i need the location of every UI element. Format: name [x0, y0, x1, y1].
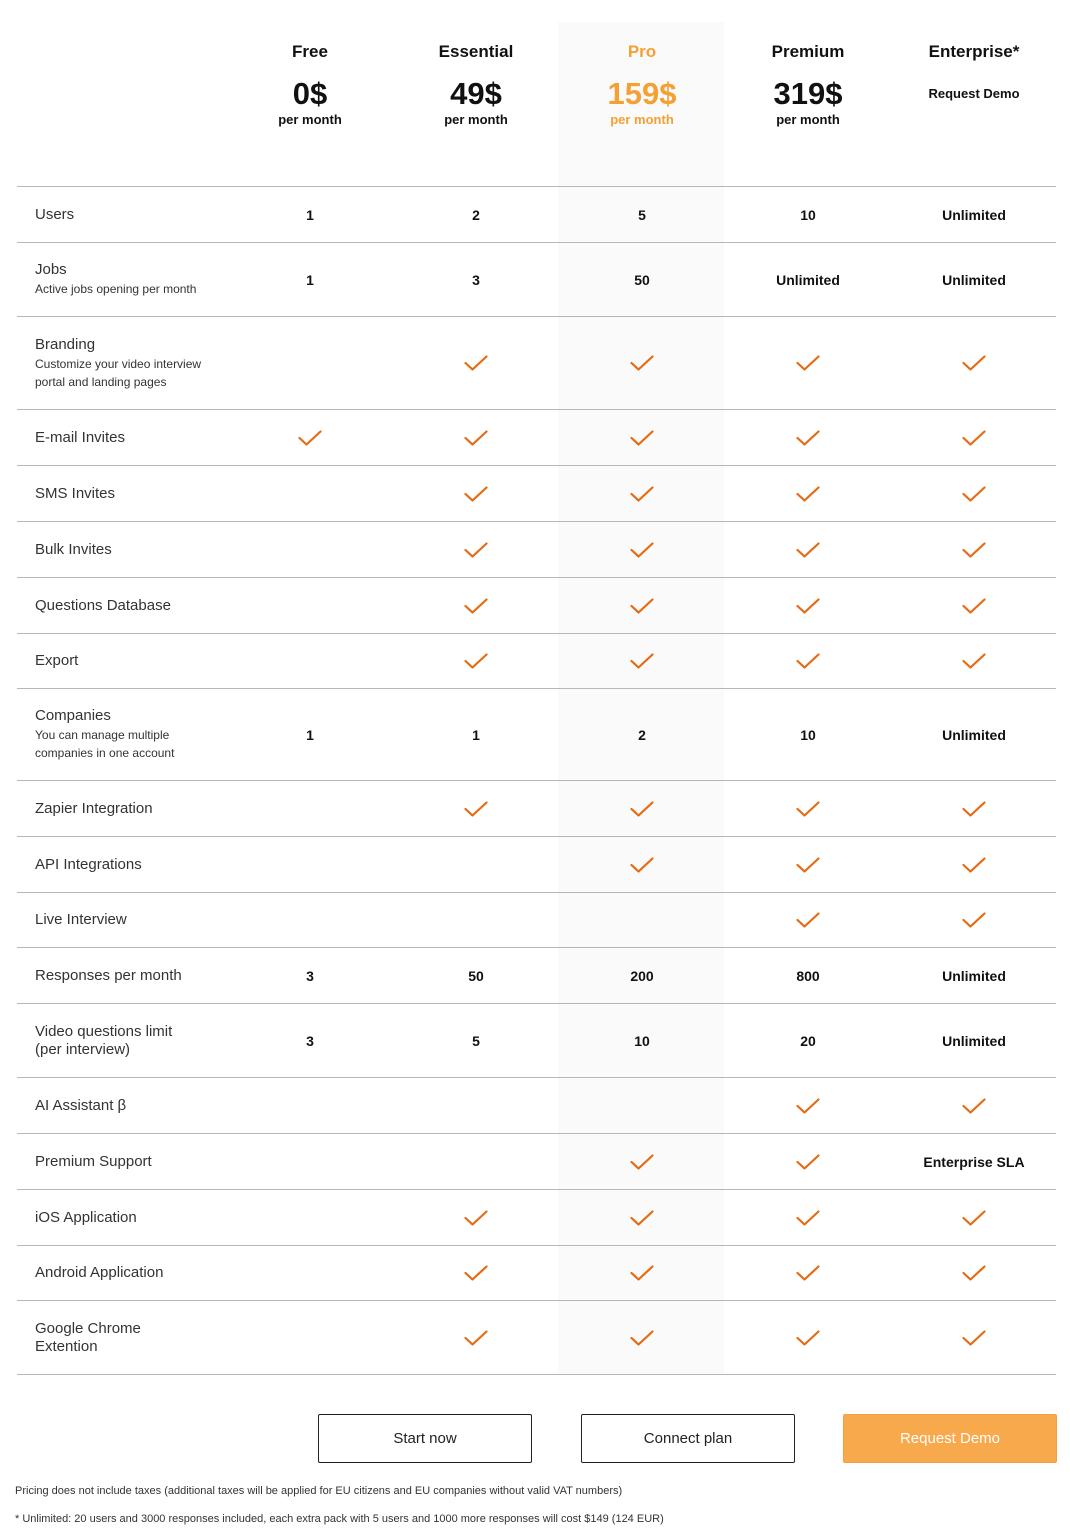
check-icon	[891, 1246, 1057, 1300]
feature-name: Responses per month	[35, 966, 182, 984]
cell-value-free: 3	[306, 967, 314, 984]
check-icon	[393, 578, 559, 633]
table-row	[17, 892, 1056, 947]
plan-price: 159$	[607, 76, 677, 111]
cell-value-pro: 200	[630, 967, 654, 984]
request-demo-button[interactable]: Request Demo	[843, 1414, 1057, 1463]
check-icon	[393, 1301, 559, 1374]
feature-label	[35, 1246, 235, 1300]
check-icon	[725, 578, 891, 633]
feature-label	[35, 1004, 235, 1077]
feature-label	[35, 317, 235, 409]
empty-cell	[227, 1078, 393, 1133]
feature-name: Bulk Invites	[35, 540, 112, 558]
feature-name: SMS Invites	[35, 484, 116, 502]
plan-name: Enterprise*	[928, 42, 1020, 61]
check-icon	[891, 634, 1057, 688]
table-row	[17, 633, 1056, 688]
table-row	[17, 1245, 1056, 1300]
check-icon	[725, 837, 891, 892]
feature-name: Zapier Integration	[35, 799, 153, 817]
check-icon	[725, 522, 891, 577]
check-icon	[559, 466, 725, 521]
table-row	[17, 1189, 1056, 1245]
empty-cell	[227, 1134, 393, 1189]
feature-name: E-mail Invites	[35, 428, 126, 446]
check-icon	[559, 522, 725, 577]
table-row	[17, 947, 1056, 1003]
check-icon	[725, 1246, 891, 1300]
feature-label	[35, 1134, 235, 1189]
check-icon	[393, 466, 559, 521]
cell-value-essential: 3	[472, 271, 480, 288]
check-icon	[559, 781, 725, 836]
check-icon	[559, 837, 725, 892]
cell-value-premium: 10	[800, 206, 816, 223]
feature-label	[35, 689, 235, 780]
empty-cell	[227, 1301, 393, 1374]
feature-name: Video questions limit	[35, 1022, 173, 1040]
empty-cell	[227, 578, 393, 633]
feature-name: Export	[35, 652, 79, 669]
empty-cell	[227, 837, 393, 892]
empty-cell	[227, 1190, 393, 1245]
cell-value-premium: 20	[800, 1032, 816, 1049]
check-icon	[559, 1301, 725, 1374]
check-icon	[393, 1246, 559, 1300]
check-icon	[891, 893, 1057, 947]
check-icon	[559, 1246, 725, 1300]
feature-name: Branding	[35, 335, 96, 353]
plan-period: per month	[444, 112, 508, 127]
feature-label	[35, 243, 235, 316]
plan-price: 49$	[450, 76, 502, 111]
cell-value-pro: 5	[638, 206, 646, 223]
feature-label	[35, 1190, 235, 1245]
table-row	[17, 1077, 1056, 1133]
cell-value-premium: 800	[796, 967, 820, 984]
feature-name: Live Interview	[35, 911, 127, 928]
feature-name: Google Chrome	[35, 1319, 141, 1337]
check-icon	[891, 781, 1057, 836]
check-icon	[227, 410, 393, 465]
check-icon	[725, 781, 891, 836]
feature-description: companies in one account	[35, 746, 175, 760]
check-icon	[891, 317, 1057, 409]
cell-value-enterprise: Unlimited	[942, 271, 1006, 288]
feature-name: Companies	[35, 707, 111, 724]
request-demo-link[interactable]: Request Demo	[928, 86, 1020, 101]
cell-value-free: 1	[306, 726, 314, 743]
feature-label	[35, 187, 235, 242]
check-icon	[393, 634, 559, 688]
cell-value-pro: 10	[634, 1032, 650, 1049]
plan-name: Pro	[627, 42, 657, 61]
check-icon	[891, 1078, 1057, 1133]
feature-label	[35, 634, 235, 688]
check-icon	[891, 578, 1057, 633]
empty-cell	[227, 1246, 393, 1300]
table-row	[17, 1133, 1056, 1189]
feature-name-line2: Extention	[35, 1337, 98, 1355]
check-icon	[559, 1134, 725, 1189]
cell-value-enterprise: Unlimited	[942, 967, 1006, 984]
empty-cell	[227, 317, 393, 409]
plan-header-pro	[559, 38, 725, 127]
feature-label	[35, 410, 235, 465]
check-icon	[725, 466, 891, 521]
check-icon	[725, 1134, 891, 1189]
check-icon	[891, 466, 1057, 521]
table-row	[17, 780, 1056, 836]
cell-value-essential: 2	[472, 206, 480, 223]
table-row	[17, 316, 1056, 409]
empty-cell	[227, 634, 393, 688]
table-row	[17, 688, 1056, 780]
check-icon	[891, 837, 1057, 892]
plan-period: per month	[278, 112, 342, 127]
check-icon	[725, 634, 891, 688]
feature-label	[35, 1301, 235, 1374]
cell-value-pro: 2	[638, 726, 646, 743]
empty-cell	[559, 893, 725, 947]
plan-header-free	[227, 38, 393, 127]
feature-name: iOS Application	[35, 1208, 137, 1226]
feature-label	[35, 781, 235, 836]
check-icon	[891, 522, 1057, 577]
empty-cell	[227, 522, 393, 577]
feature-name: Android Application	[35, 1264, 164, 1281]
feature-label	[35, 466, 235, 521]
feature-label	[35, 1078, 235, 1133]
empty-cell	[227, 466, 393, 521]
empty-cell	[393, 1078, 559, 1133]
empty-cell	[393, 893, 559, 947]
cell-value-pro: 50	[634, 271, 650, 288]
table-row	[17, 521, 1056, 577]
connect-plan-button[interactable]: Connect plan	[581, 1414, 795, 1463]
feature-name: Users	[35, 205, 75, 223]
plan-name: Free	[292, 42, 328, 61]
table-row	[17, 577, 1056, 633]
feature-name: Premium Support	[35, 1152, 152, 1170]
cell-value-essential: 5	[472, 1032, 480, 1049]
table-row	[17, 242, 1056, 316]
check-icon	[891, 1190, 1057, 1245]
cell-value-free: 1	[306, 206, 314, 223]
plan-header-enterprise	[891, 38, 1057, 101]
plan-price: 319$	[773, 76, 843, 111]
check-icon	[559, 578, 725, 633]
check-icon	[393, 781, 559, 836]
check-icon	[393, 410, 559, 465]
feature-description: You can manage multiple	[35, 728, 170, 742]
check-icon	[725, 893, 891, 947]
plan-price: 0$	[292, 76, 328, 111]
table-row	[17, 1300, 1056, 1375]
plan-header-essential	[393, 38, 559, 127]
check-icon	[393, 317, 559, 409]
plan-name: Essential	[438, 42, 514, 61]
cell-value-free: 1	[306, 271, 314, 288]
check-icon	[393, 522, 559, 577]
table-row	[17, 836, 1056, 892]
feature-name: API Integrations	[35, 855, 142, 873]
feature-label	[35, 578, 235, 633]
plan-name: Premium	[771, 42, 845, 61]
taxes-note: Pricing does not include taxes (additional taxes will be applied for EU citizens and EU companies without valid VAT numbers)	[15, 1485, 623, 1497]
plan-period: per month	[610, 112, 674, 127]
check-icon	[725, 1301, 891, 1374]
unlimited-note: * Unlimited: 20 users and 3000 responses included, each extra pack with 5 users and 1000 more responses will cost $149 (124 EUR)	[15, 1513, 664, 1525]
feature-description: portal and landing pages	[35, 374, 167, 389]
cell-value-enterprise: Unlimited	[942, 1032, 1006, 1049]
feature-name: AI Assistant β	[35, 1096, 127, 1114]
empty-cell	[227, 893, 393, 947]
check-icon	[725, 1078, 891, 1133]
feature-name: Questions Database	[35, 596, 171, 614]
feature-label	[35, 837, 235, 892]
check-icon	[725, 317, 891, 409]
check-icon	[559, 1190, 725, 1245]
check-icon	[725, 410, 891, 465]
feature-name: Jobs	[35, 261, 67, 278]
empty-cell	[393, 837, 559, 892]
cell-value-free: 3	[306, 1032, 314, 1049]
check-icon	[725, 1190, 891, 1245]
cell-value-enterprise: Enterprise SLA	[923, 1153, 1025, 1170]
check-icon	[559, 410, 725, 465]
table-row	[17, 186, 1056, 242]
plan-header-premium	[725, 38, 891, 127]
empty-cell	[393, 1134, 559, 1189]
feature-description: Active jobs opening per month	[35, 282, 197, 296]
start-now-button[interactable]: Start now	[318, 1414, 532, 1463]
feature-description: Customize your video interview	[35, 356, 202, 371]
empty-cell	[559, 1078, 725, 1133]
check-icon	[891, 1301, 1057, 1374]
feature-label	[35, 522, 235, 577]
cell-value-premium: Unlimited	[776, 271, 840, 288]
feature-label	[35, 948, 235, 1003]
cell-value-premium: 10	[800, 726, 816, 743]
check-icon	[559, 317, 725, 409]
cell-value-enterprise: Unlimited	[942, 726, 1006, 743]
cell-value-essential: 50	[468, 967, 484, 984]
plan-period: per month	[776, 112, 840, 127]
table-row	[17, 409, 1056, 465]
empty-cell	[227, 781, 393, 836]
feature-label	[35, 893, 235, 947]
check-icon	[393, 1190, 559, 1245]
cell-value-enterprise: Unlimited	[942, 206, 1006, 223]
check-icon	[891, 410, 1057, 465]
feature-name-line2: (per interview)	[35, 1040, 131, 1058]
table-row	[17, 465, 1056, 521]
cell-value-essential: 1	[472, 726, 480, 743]
table-row	[17, 1003, 1056, 1077]
check-icon	[559, 634, 725, 688]
